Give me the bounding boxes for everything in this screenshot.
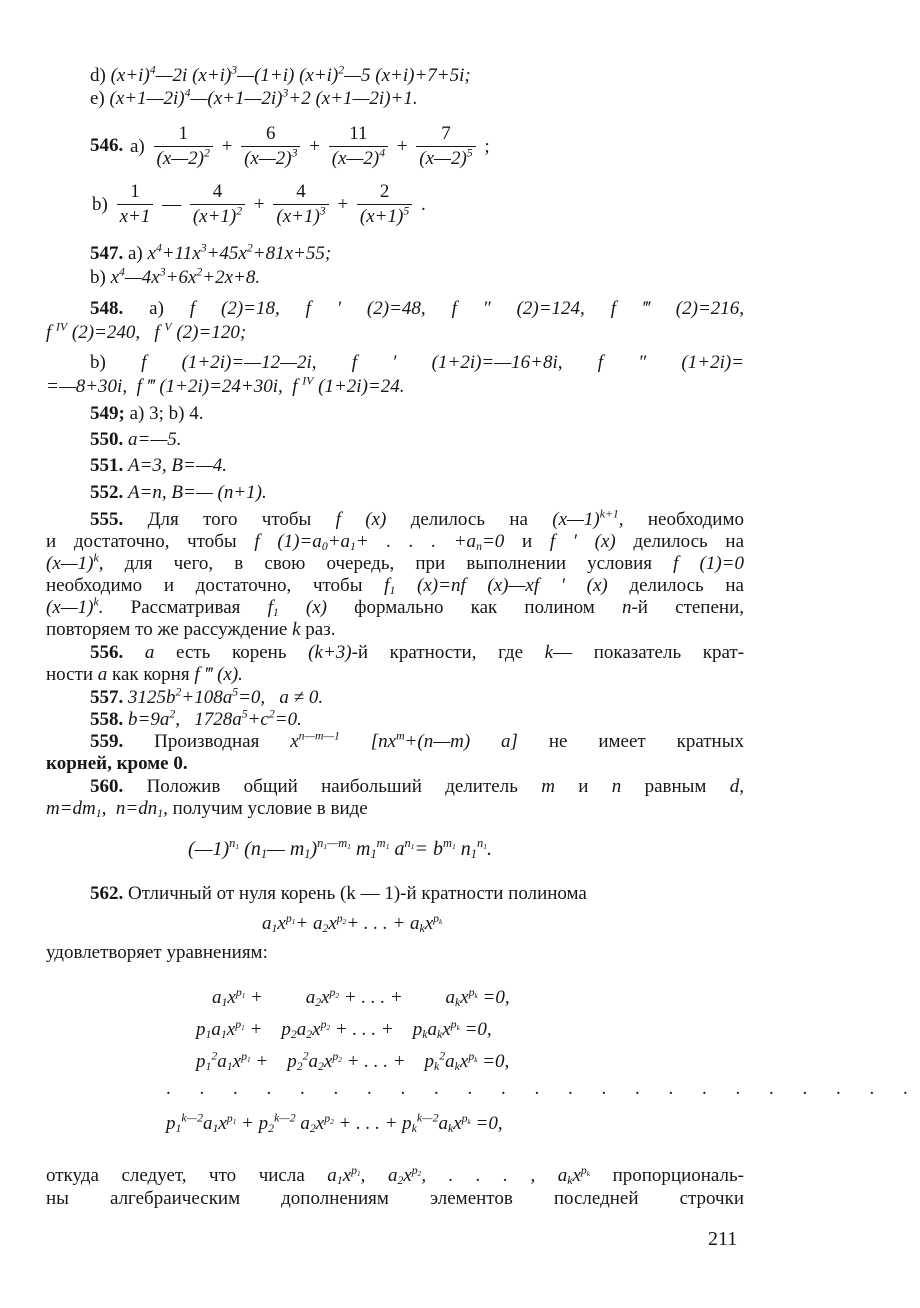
numerator: 4 [212, 181, 223, 202]
problem-number: 552. [90, 482, 124, 503]
answer-548a-cont: f $^{IV}$ (2)=240, f $^V$ (2)=120; [46, 320, 247, 343]
problem-number: 559. [90, 731, 124, 752]
text: — показатель крат- [553, 642, 745, 663]
text: раз. [305, 619, 336, 640]
answer-555-line3: (x—1)$^k$, для чего, в свою очередь, при выполнении условия f (1)=0 [46, 551, 744, 574]
answer-546a: 546. a) $\frac{1}{(x—2)^2}$ + $\frac{6}{(x—2)^3}$ + $\frac{11}{(x—2)^4}$ + $\frac{7}{(x—2)^5}$ ; [90, 123, 490, 169]
numerator: 1 [130, 181, 140, 202]
answer-560-line2: $m=dm_1$, $n=dn_1$, получим условие в виде [46, 798, 368, 820]
numerator: 7 [441, 123, 451, 144]
problem-number: 557. [90, 687, 124, 708]
text: делилось на [410, 509, 528, 530]
answer-562-line3: откуда следует, что числа $a_1x^{p_1}$, $a_2x^{p_2}$, . . . , $a_kx^{p_k}$ пропорциональ- [46, 1163, 744, 1187]
problem-number: 548. [90, 298, 124, 319]
text: ны алгебраическим дополнениям элементов последней строчки [46, 1188, 744, 1209]
answer-555-line4: необходимо и достаточно, чтобы $f_1$ (x)=nf (x)—xf ′ (x) делилось на [46, 575, 744, 597]
text: Рассматривая [130, 597, 241, 618]
text: -й степени, [631, 597, 744, 618]
numerator: 6 [266, 123, 276, 144]
text: пропорциональ- [612, 1165, 744, 1186]
label: d) [90, 65, 106, 86]
answer-555-line2: и достаточно, чтобы f $(1)=a_0+a_1+$ . . . $+a_n=0$ и f ′ (x) делилось на [46, 531, 745, 553]
system-row-1: $a_1x^{p_1}$ + $a_2x^{p_2}$ + . . . + $a_kx^{p_k} =0$, [212, 985, 510, 1009]
answer-549 [90, 402, 203, 425]
answer-text: a) 3; b) 4. [129, 403, 204, 424]
system-row-k: $p_1^{k—2}a_1x^{p_1} + p_2^{k—2}$ $a_2x^{p_2}$ + . . . + $p_k^{k—2}a_kx^{p_k} =0$, [166, 1111, 503, 1135]
problem-number: 546. [90, 134, 124, 156]
text: делилось на [633, 531, 745, 552]
text: формально как полином [354, 597, 595, 618]
text: Положив общий наибольший делитель [146, 776, 518, 797]
numerator: 2 [379, 181, 390, 202]
text: для чего, в свою очередь, при выполнении условия [124, 553, 652, 574]
text: необходимо [647, 509, 744, 530]
problem-number: 555. [90, 509, 124, 530]
answer-547a: 547. a) $x^4+11x^3+45x^2+81x+55$; [90, 241, 332, 264]
label: e) [90, 88, 105, 109]
answer-559-line2 [46, 752, 188, 775]
problem-number: 556. [90, 642, 124, 663]
answer-562-line2 [46, 941, 268, 964]
text: откуда следует, что числа [46, 1165, 305, 1186]
answer-552: 552. A=n, B=— (n+1). [90, 482, 267, 503]
text: не имеет кратных [548, 731, 744, 752]
answer-557: 557. $3125b^2+108a^5=0$, a ≠ 0. [90, 685, 324, 708]
label: a) [128, 243, 143, 264]
answer-545d: d) $(x+i)^4—2i$ $(x+i)^3—(1+i)$ $(x+i)^2—5$ (x+i)+7+5i; [90, 63, 471, 86]
system-row-3: $p_1^2a_1x^{p_1}$ + $p_2^2a_2x^{p_2}$ + . . . + $p_k^2a_kx^{p_k} =0$, [196, 1049, 510, 1073]
text: Производная [154, 731, 260, 752]
numerator: 1 [178, 123, 188, 144]
text: делилось на [629, 575, 744, 596]
numerator: 11 [349, 123, 368, 144]
answer-551: 551. A=3, B=—4. [90, 455, 227, 476]
system-ellipsis-row: . . . . . . . . . . . . . . . . . . . . . . . [166, 1078, 920, 1099]
text: есть корень [176, 642, 287, 663]
text: необходимо и достаточно, чтобы [46, 575, 363, 596]
problem-number: 558. [90, 709, 124, 730]
system-row-2: $p_1a_1x^{p_1}$ + $p_2a_2x^{p_2}$ + . . . + $p_ka_kx^{p_k} =0$, [196, 1017, 492, 1041]
text: Отличный от нуля корень (k — 1)-й кратности полинома [128, 883, 587, 904]
answer-548a: 548. a) f (2)=18, f ′ (2)=48, f ″ (2)=124, f ‴ (2)=216, [90, 298, 745, 319]
answer-555-line5: (x—1)$^k$. Рассматривая $f_1$ (x) формально как полином n-й степени, [46, 595, 744, 619]
text: и достаточно, чтобы [46, 531, 237, 552]
problem-number: 551. [90, 455, 124, 476]
answer-558: 558. $b=9a^2$, $1728a^5+c^2=0$. [90, 707, 302, 730]
answer-548b-cont: =—8+30i, f ‴ (1+2i)=24+30i, f $^{IV}$ (1+2i)=24. [46, 374, 405, 397]
answer-548b: b) f (1+2i)=—12—2i, f ′ (1+2i)=—16+8i, f ″ (1+2i)= [90, 352, 745, 373]
label: a) [130, 135, 145, 157]
text: Для того чтобы [147, 509, 312, 530]
answer-556-line1: 556. a есть корень (k+3)-й кратности, где k— показатель крат- [90, 642, 745, 663]
answer-550: 550. a=—5. [90, 429, 182, 450]
answer-562-line1 [90, 882, 587, 905]
text: равным [644, 776, 707, 797]
answer-547b: b) $x^4—4x^3+6x^2+2x+8$. [90, 265, 261, 288]
text: и [578, 776, 589, 797]
answer-562-line4 [46, 1187, 744, 1210]
answer-546b: b) $\frac{1}{x+1}$ — $\frac{4}{(x+1)^2}$ + $\frac{4}{(x+1)^3}$ + $\frac{2}{(x+1)^5}$ . [92, 181, 426, 227]
text: как корня [112, 664, 190, 685]
text: удовлетворяет уравнениям: [46, 942, 268, 963]
label: b) [92, 193, 108, 215]
text: повторяем то же рассуждение [46, 619, 288, 640]
problem-number: 560. [90, 776, 124, 797]
polynomial-562: $a_1x^{p_1}+ a_2x^{p_2}+$ . . . + $a_kx^{p_k}$ [262, 911, 443, 935]
text: -й кратности, где [351, 642, 524, 663]
answer-560-line1: 560. Положив общий наибольший делитель m и n равным d, [90, 776, 745, 797]
answer-555-line6: повторяем то же рассуждение k раз. [46, 619, 336, 640]
answer-559-line1: 559. Производная $x^{n—m—1}$ [$nx^m+(n—m)$ a] не имеет кратных [90, 729, 744, 752]
label: b) [90, 267, 106, 288]
text: ности [46, 664, 94, 685]
page-number: 211 [708, 1228, 738, 1250]
text: корней, кроме 0. [46, 753, 188, 774]
problem-number: 547. [90, 243, 124, 264]
problem-number: 562. [90, 883, 124, 904]
answer-556-line2: ности a как корня f ‴ (x). [46, 664, 243, 685]
equation-560: (—1)$^{n_1}$ ($n_1—$ $m_1)^{n_1—m_1}$ $m_1^{m_1}$ $a^{n_1}= b^{m_1}$ $n_1^{n_1}$. [188, 836, 493, 862]
numerator: 4 [296, 181, 306, 202]
answer-555-line1: 555. Для того чтобы f (x) делилось на (x—1)$^{k+1}$, необходимо [90, 507, 744, 530]
problem-number: 550. [90, 429, 124, 450]
answer-545e: e) (x+1—2i)$^4$—(x+1—2i)$^3$+2 (x+1—2i)+1. [90, 86, 418, 109]
text: и [521, 531, 533, 552]
problem-number: 549; [90, 403, 125, 424]
text: получим условие в виде [172, 798, 368, 819]
